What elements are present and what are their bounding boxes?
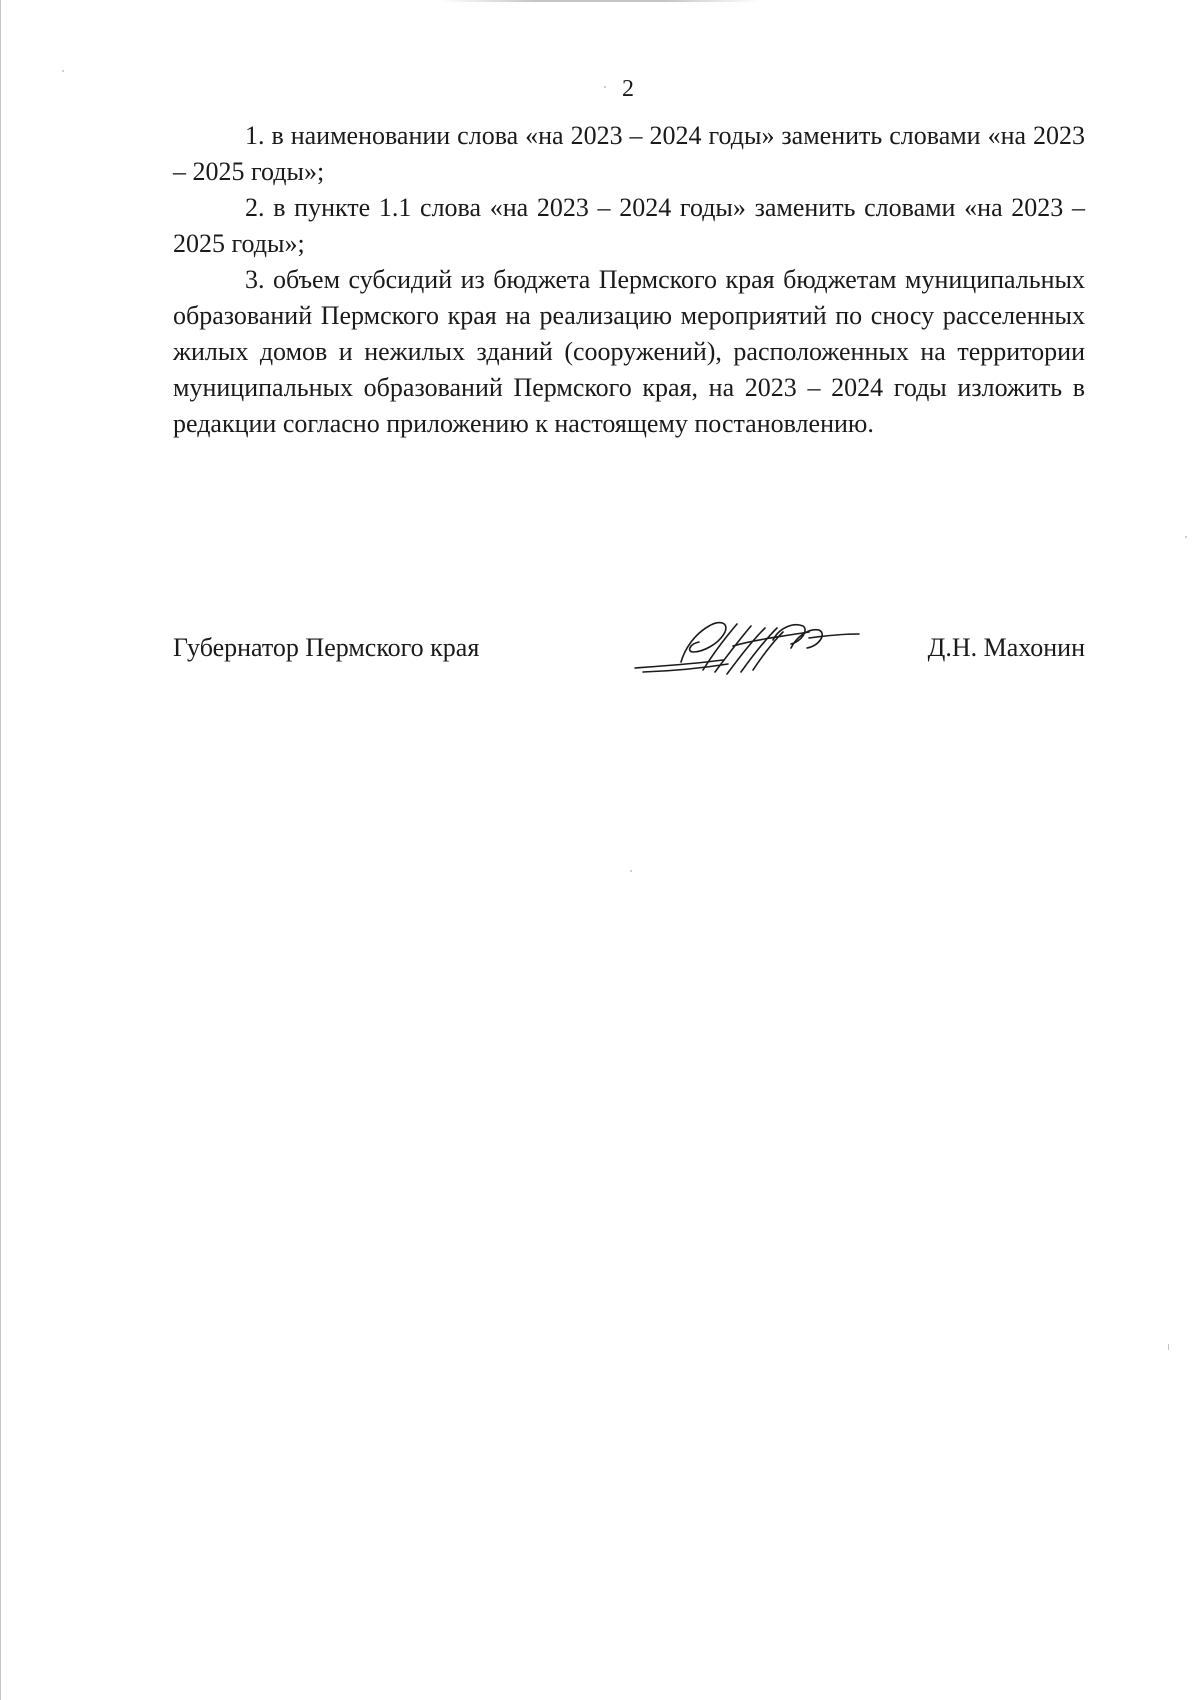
scan-top-edge [440,0,760,2]
scan-left-edge [0,0,1,1700]
page-number: 2 [622,76,634,102]
scan-speck [1185,536,1187,538]
scan-speck [62,70,64,72]
scan-speck [630,870,632,872]
signer-position: Губернатор Пермского края [173,633,480,662]
paragraph-1: 1. в наименовании слова «на 2023 – 2024 годы» заменить словами «на 2023 – 2025 годы»; [173,121,1085,186]
scan-speck [604,86,606,88]
paragraph-3: 3. объем субсидий из бюджета Пермского края бюджетам муниципальных образований Пермского края на реализацию мероприятий по сносу расселенных жилых домов и нежилых зданий (сооружений), расположенных на территории муниципальных образований Пермского края, на 2023 – 2024 годы изложить в редакции согласно приложению к настоящему постановлению. [173,265,1085,438]
document-body [173,118,1085,442]
handwritten-signature [633,608,863,684]
scan-speck [1168,1344,1169,1350]
signer-name: Д.Н. Махонин [927,633,1085,662]
signature-block [173,622,1085,670]
paragraph-2: 2. в пункте 1.1 слова «на 2023 – 2024 годы» заменить словами «на 2023 – 2025 годы»; [173,193,1085,258]
